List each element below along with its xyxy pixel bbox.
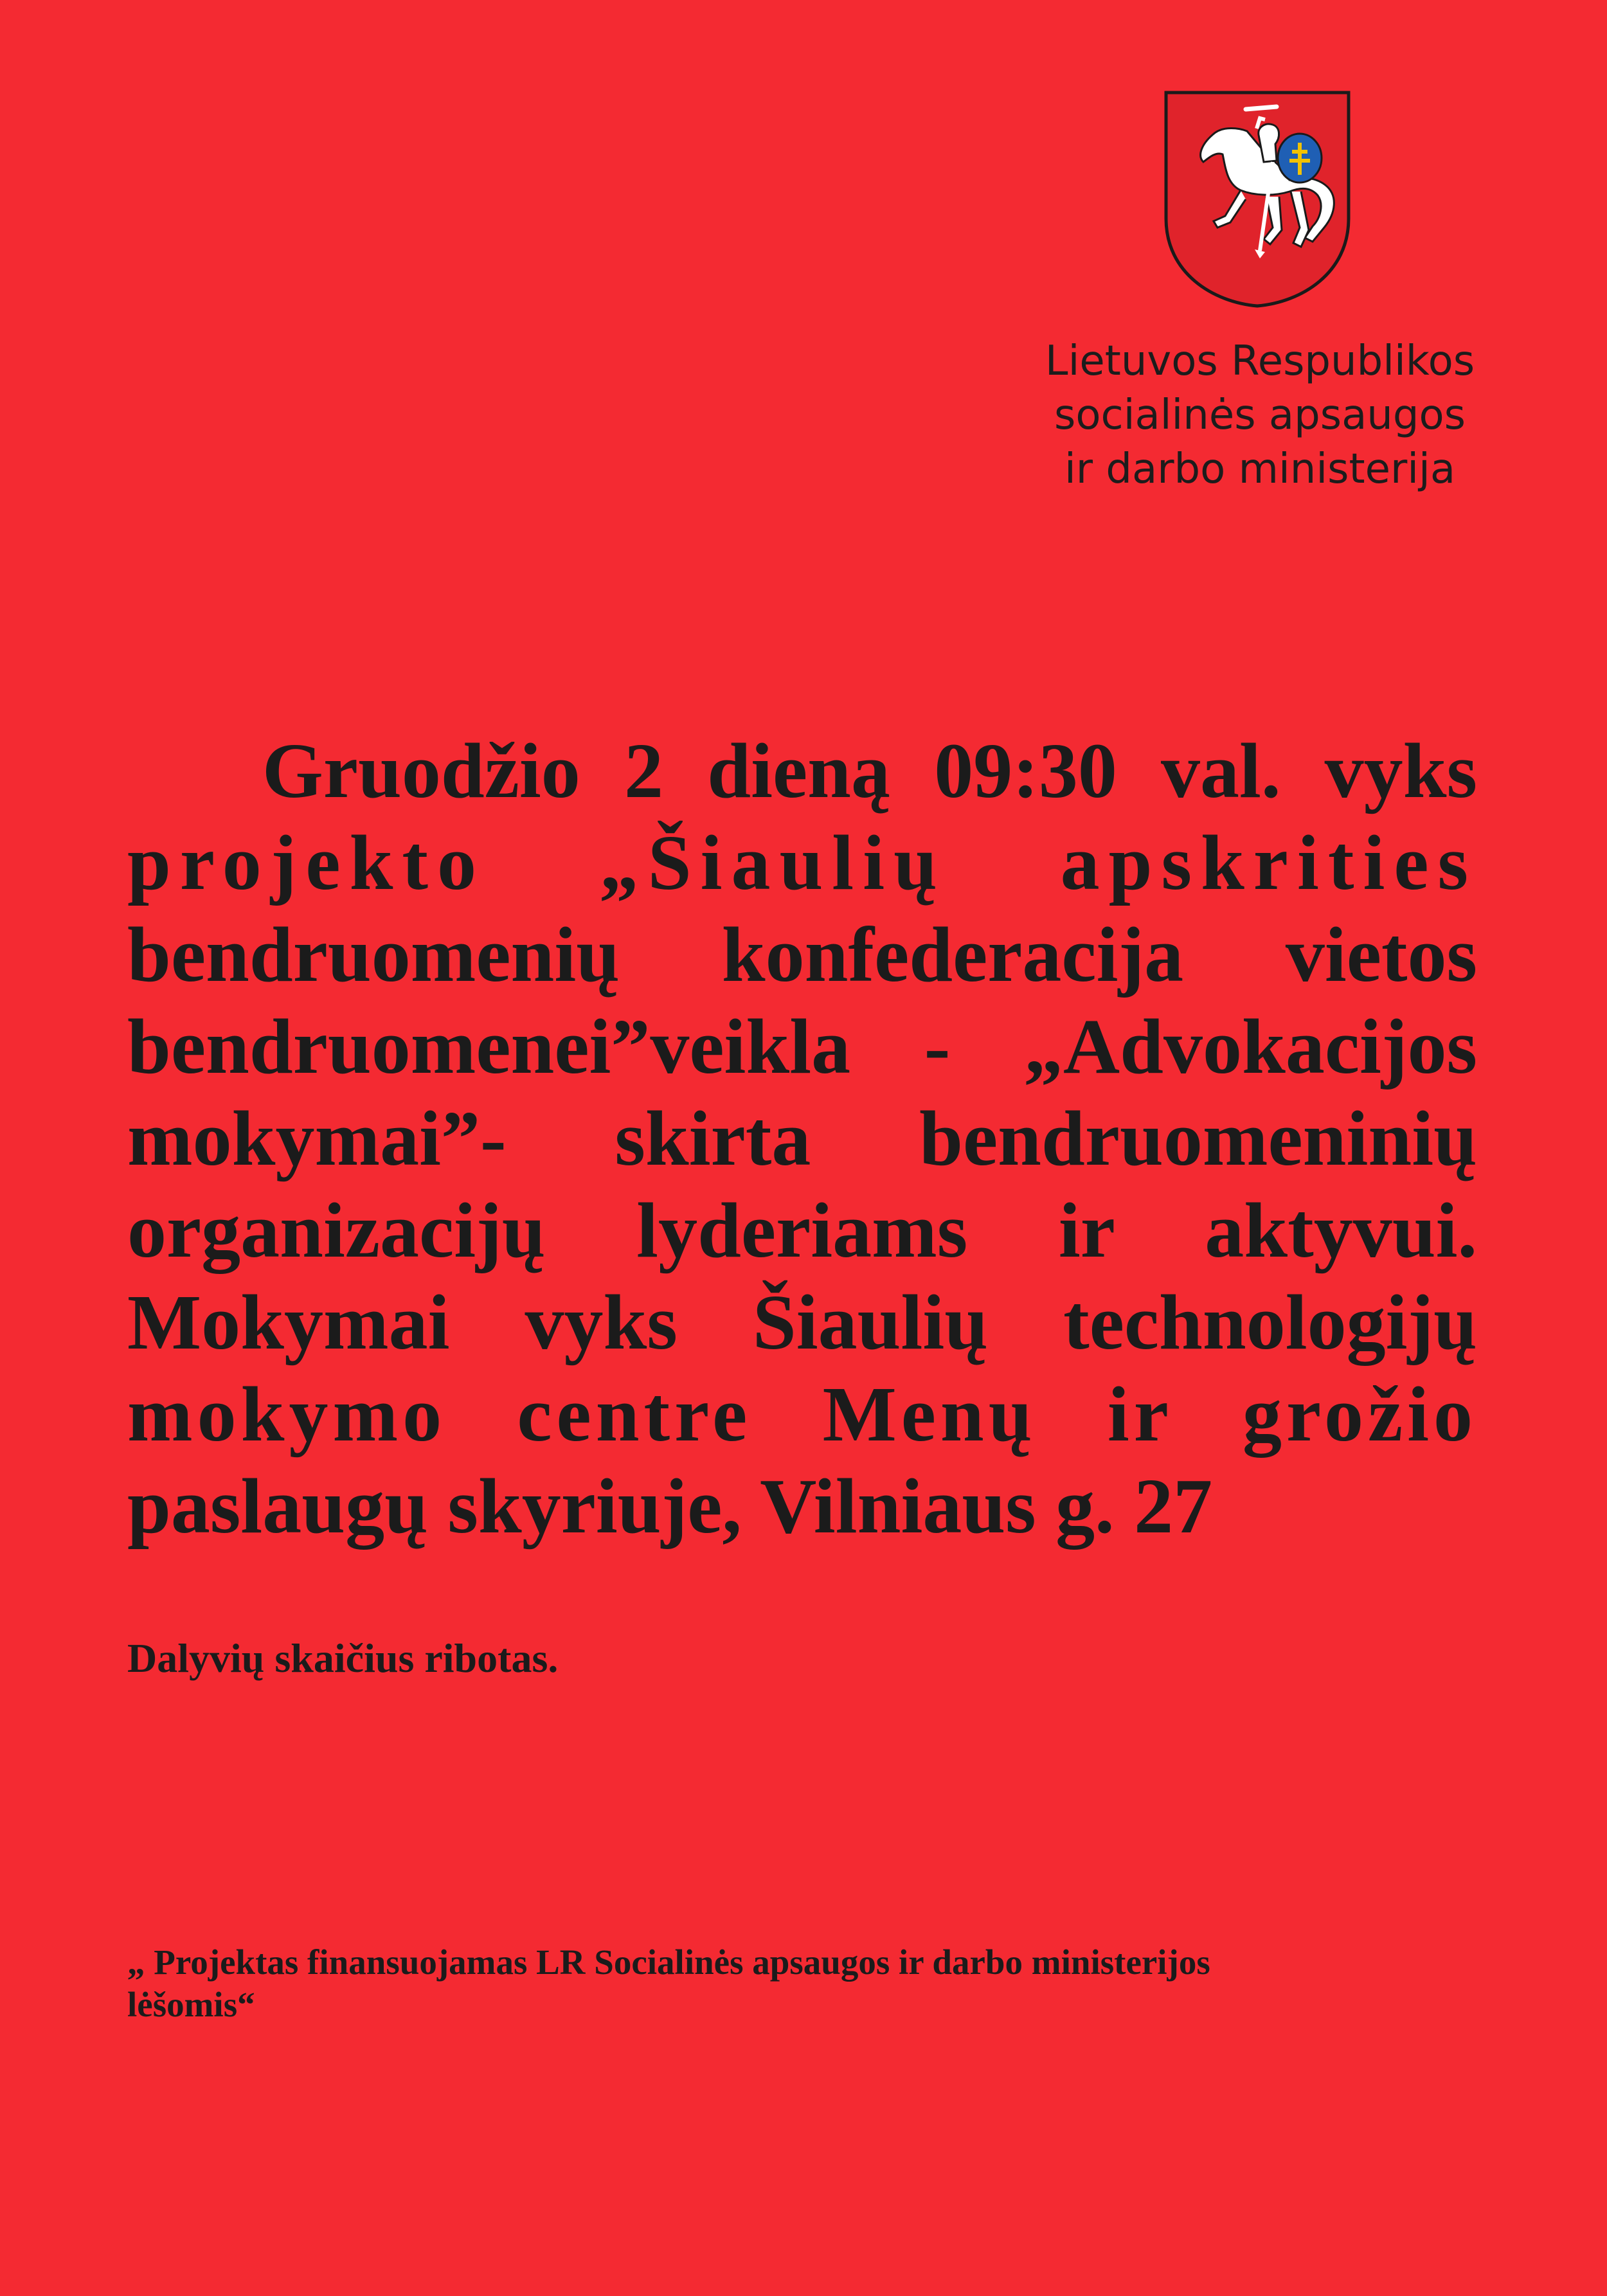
ministry-name-line: ir darbo ministerija bbox=[1064, 445, 1456, 493]
announcement-line: organizacijų lyderiams ir aktyvui. bbox=[127, 1187, 1477, 1274]
participants-limited-note: Dalyvių skaičius ribotas. bbox=[127, 1635, 559, 1681]
announcement-line: bendruomenei”veikla - „Advokacijos bbox=[127, 1003, 1477, 1090]
announcement-line: mokymo centre Menų ir grožio bbox=[127, 1371, 1477, 1458]
announcement-line: mokymai”- skirta bendruomeninių bbox=[127, 1095, 1477, 1182]
announcement-line: projekto „Šiaulių apskrities bbox=[127, 820, 1477, 906]
announcement-line: bendruomenių konfederacija vietos bbox=[127, 911, 1477, 998]
announcement-line: paslaugų skyriuje, Vilniaus g. 27 bbox=[127, 1463, 1213, 1550]
ministry-name-line: socialinės apsaugos bbox=[1054, 391, 1466, 439]
ministry-name bbox=[1003, 334, 1517, 496]
ministry-name-line: Lietuvos Respublikos bbox=[1045, 337, 1475, 385]
funding-note bbox=[127, 1941, 1477, 2026]
announcement-text bbox=[127, 725, 1477, 1552]
announcement-line: Gruodžio 2 dieną 09:30 val. vyks bbox=[262, 728, 1477, 814]
funding-note-line: „ Projektas finansuojamas LR Socialinės apsaugos ir darbo ministerijos bbox=[127, 1942, 1210, 1982]
funding-note-line: lėšomis“ bbox=[127, 1985, 255, 2024]
vytis-coat-of-arms-icon bbox=[1163, 90, 1351, 309]
announcement-line: Mokymai vyks Šiaulių technologijų bbox=[127, 1279, 1477, 1366]
